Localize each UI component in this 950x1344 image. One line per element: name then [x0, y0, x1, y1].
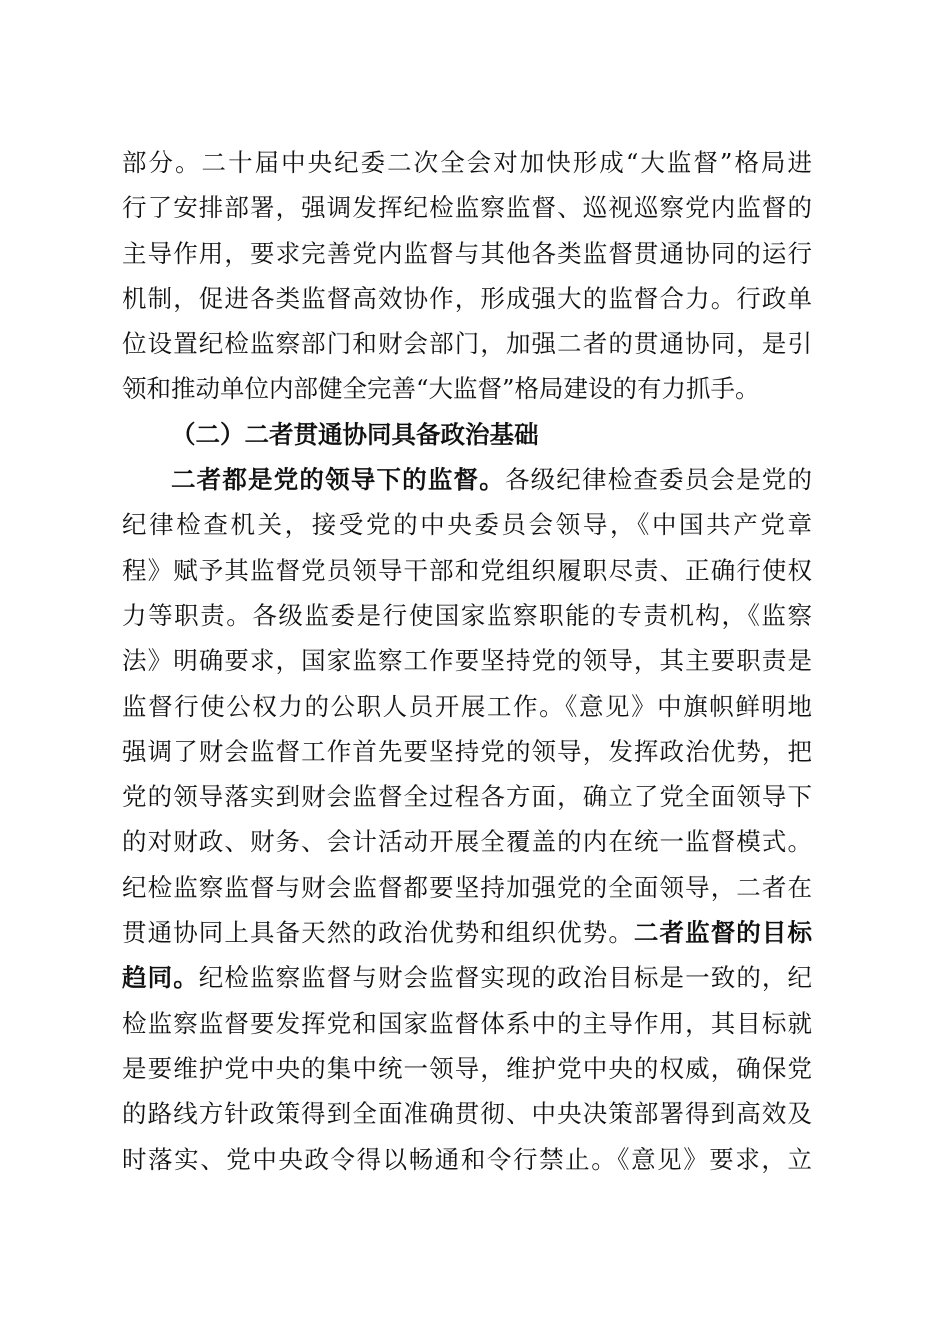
text-line — [122, 955, 812, 1000]
bold-lead-sentence: 趋同。 — [122, 963, 199, 993]
text-line: 纪检监察监督与财会监督都要坚持加强党的全面领导，二者在 — [122, 872, 812, 902]
bold-lead-sentence: 二者都是党的领导下的监督。 — [171, 465, 505, 495]
text-line — [122, 910, 812, 955]
text-line: 部分。二十届中央纪委二次全会对加快形成“大监督”格局进 — [122, 148, 812, 177]
text-line: 是要维护党中央的集中统一领导，维护党中央的权威，确保党 — [122, 1053, 812, 1083]
text-line: 领和推动单位内部健全完善“大监督”格局建设的有力抓手。 — [122, 374, 760, 404]
text-line: 强调了财会监督工作首先要坚持党的领导，发挥政治优势，把 — [122, 736, 812, 766]
body-text — [122, 140, 812, 1182]
text-line: 的对财政、财务、会计活动开展全覆盖的内在统一监督模式。 — [122, 827, 812, 857]
text-span: 各级纪律检查委员会是党的 — [504, 465, 812, 495]
text-line: 行了安排部署，强调发挥纪检监察监督、巡视巡察党内监督的 — [122, 193, 812, 223]
text-line — [122, 457, 812, 502]
text-line: 程》赋予其监督党员领导干部和党组织履职尽责、正确行使权 — [122, 555, 812, 585]
text-line: 机制，促进各类监督高效协作，形成强大的监督合力。行政单 — [122, 283, 812, 313]
text-line: 党的领导落实到财会监督全过程各方面，确立了党全面领导下 — [122, 782, 812, 812]
text-line: 的路线方针政策得到全面准确贯彻、中央决策部署得到高效及 — [122, 1099, 812, 1129]
text-span: 纪检监察监督与财会监督实现的政治目标是一致的，纪 — [198, 963, 812, 993]
bold-lead-sentence: 二者监督的目标 — [633, 918, 812, 948]
text-line: 法》明确要求，国家监察工作要坚持党的领导，其主要职责是 — [122, 646, 812, 676]
text-line: 力等职责。各级监委是行使国家监察职能的专责机构，《监察 — [122, 600, 812, 630]
text-line: 监督行使公权力的公职人员开展工作。《意见》中旗帜鲜明地 — [122, 691, 812, 721]
text-line: 检监察监督要发挥党和国家监督体系中的主导作用，其目标就 — [122, 1008, 812, 1038]
text-line: 时落实、党中央政令得以畅通和令行禁止。《意见》要求，立 — [122, 1144, 812, 1174]
section-heading: （二）二者贯通协同具备政治基础 — [171, 419, 539, 449]
text-line: 纪律检查机关，接受党的中央委员会领导，《中国共产党章 — [122, 510, 812, 540]
text-line: 主导作用，要求完善党内监督与其他各类监督贯通协同的运行 — [122, 238, 812, 268]
text-line: 位设置纪检监察部门和财会部门，加强二者的贯通协同，是引 — [122, 329, 812, 359]
text-span: 贯通协同上具备天然的政治优势和组织优势。 — [122, 918, 634, 948]
